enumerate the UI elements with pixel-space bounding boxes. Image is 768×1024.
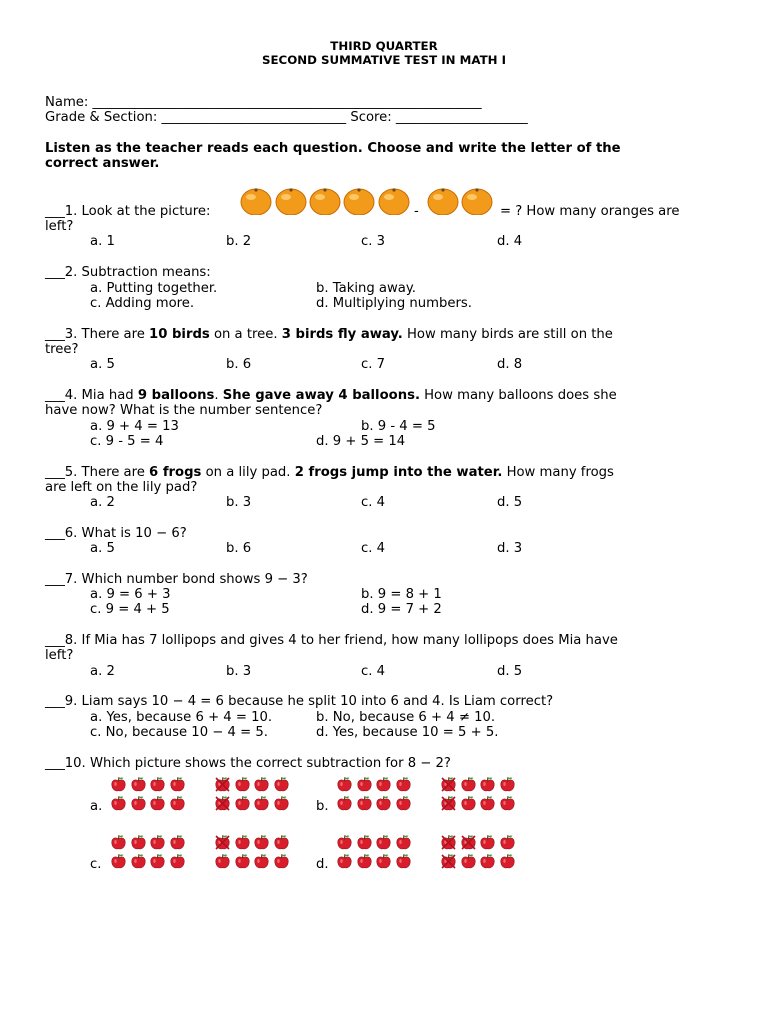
crossed-apple-icon (441, 776, 456, 792)
apple-icon (396, 795, 411, 811)
q6-choice-d: d. 3 (497, 541, 523, 556)
apple-icon (461, 776, 476, 792)
q3-choice-c: c. 7 (361, 357, 386, 372)
apple-icon (357, 795, 372, 811)
q2-choice-d: d. Multiplying numbers. (316, 296, 472, 311)
crossed-apple-icon (215, 776, 230, 792)
q8-choice-c: c. 4 (361, 664, 386, 679)
q3-choice-b: b. 6 (226, 357, 252, 372)
apple-icon (337, 853, 352, 869)
orange-icon (427, 186, 459, 215)
apple-icon (235, 834, 250, 850)
q4-line-2: have now? What is the number sentence? (45, 403, 323, 418)
apple-icon (480, 853, 495, 869)
q10-choice-d-label: d. (316, 857, 329, 872)
apple-icon (150, 853, 165, 869)
q2-choice-b: b. Taking away. (316, 281, 416, 296)
q5-text: ___5. There are 6 frogs on a lily pad. 2 frogs jump into the water. How many frogs (45, 465, 614, 480)
orange-icon (309, 186, 341, 215)
apple-icon (480, 776, 495, 792)
apple-icon (500, 834, 515, 850)
q10-choice-b-label: b. (316, 799, 329, 814)
q7-choice-a: a. 9 = 6 + 3 (90, 587, 171, 602)
apple-icon (170, 776, 185, 792)
q9-choice-c: c. No, because 10 − 4 = 5. (90, 725, 268, 740)
apple-icon (337, 795, 352, 811)
apple-icon (131, 776, 146, 792)
q9-text: ___9. Liam says 10 − 4 = 6 because he split 10 into 6 and 4. Is Liam correct? (45, 694, 554, 709)
q3-text: ___3. There are 10 birds on a tree. 3 birds fly away. How many birds are still on the (45, 327, 613, 342)
q1-prefix: ___1. Look at the picture: (45, 204, 211, 219)
orange-icon (378, 186, 410, 215)
q1-suffix: = ? How many oranges are (500, 204, 680, 219)
name-field: Name: ___________________________________________________________ (45, 95, 482, 110)
apple-icon (131, 834, 146, 850)
q1-choice-c: c. 3 (361, 234, 386, 249)
q9-choice-b: b. No, because 6 + 4 ≠ 10. (316, 710, 496, 725)
q6-text: ___6. What is 10 − 6? (45, 526, 187, 541)
instructions-line-2: correct answer. (45, 156, 160, 171)
apple-icon (396, 853, 411, 869)
apple-icon (274, 853, 289, 869)
apple-icon (461, 853, 476, 869)
q8-choice-d: d. 5 (497, 664, 523, 679)
orange-icon (461, 186, 493, 215)
apple-icon (170, 834, 185, 850)
apple-icon (480, 834, 495, 850)
q2-choice-c: c. Adding more. (90, 296, 195, 311)
q9-choice-a: a. Yes, because 6 + 4 = 10. (90, 710, 273, 725)
q4-choice-d: d. 9 + 5 = 14 (316, 434, 406, 449)
apple-icon (150, 834, 165, 850)
q1-choice-d: d. 4 (497, 234, 523, 249)
grade-section-score-field: Grade & Section: ____________________________ Score: ____________________ (45, 110, 528, 125)
apple-icon (254, 776, 269, 792)
apple-icon (357, 834, 372, 850)
apple-icon (111, 834, 126, 850)
apple-icon (254, 795, 269, 811)
apple-icon (254, 834, 269, 850)
apple-icon (376, 834, 391, 850)
crossed-apple-icon (441, 795, 456, 811)
apple-icon (111, 853, 126, 869)
apple-icon (337, 834, 352, 850)
apple-icon (111, 776, 126, 792)
apple-icon (337, 776, 352, 792)
q8-line-2: left? (45, 648, 74, 663)
apple-icon (235, 795, 250, 811)
apple-icon (376, 853, 391, 869)
apple-icon (131, 853, 146, 869)
q4-choice-a: a. 9 + 4 = 13 (90, 419, 179, 434)
q2-text: ___2. Subtraction means: (45, 265, 211, 280)
apple-icon (376, 795, 391, 811)
apple-icon (357, 776, 372, 792)
apple-icon (500, 795, 515, 811)
apple-icon (396, 776, 411, 792)
q1-line-2: left? (45, 219, 74, 234)
q4-text: ___4. Mia had 9 balloons. She gave away 4 balloons. How many balloons does she (45, 388, 617, 403)
apple-icon (274, 795, 289, 811)
q7-choice-c: c. 9 = 4 + 5 (90, 602, 170, 617)
q1-choice-b: b. 2 (226, 234, 252, 249)
q9-choice-d: d. Yes, because 10 = 5 + 5. (316, 725, 499, 740)
apple-icon (274, 776, 289, 792)
crossed-apple-icon (441, 834, 456, 850)
apple-icon (150, 795, 165, 811)
q5-choice-a: a. 2 (90, 495, 115, 510)
q5-choice-c: c. 4 (361, 495, 386, 510)
q4-choice-b: b. 9 - 4 = 5 (361, 419, 436, 434)
apple-icon (170, 853, 185, 869)
q3-choice-d: d. 8 (497, 357, 523, 372)
q6-choice-a: a. 5 (90, 541, 115, 556)
q1-minus: - (414, 204, 419, 219)
q6-choice-c: c. 4 (361, 541, 386, 556)
apple-icon (235, 853, 250, 869)
q8-choice-b: b. 3 (226, 664, 252, 679)
q7-choice-b: b. 9 = 8 + 1 (361, 587, 442, 602)
apple-icon (215, 853, 230, 869)
q3-line-2: tree? (45, 342, 79, 357)
apple-icon (254, 853, 269, 869)
q10-text: ___10. Which picture shows the correct subtraction for 8 − 2? (45, 756, 451, 771)
q6-choice-b: b. 6 (226, 541, 252, 556)
apple-icon (461, 795, 476, 811)
apple-icon (150, 776, 165, 792)
header-line-2: SECOND SUMMATIVE TEST IN MATH I (261, 53, 506, 67)
q5-choice-b: b. 3 (226, 495, 252, 510)
q5-line-2: are left on the lily pad? (45, 480, 198, 495)
q3-choice-a: a. 5 (90, 357, 115, 372)
apple-icon (500, 776, 515, 792)
q7-text: ___7. Which number bond shows 9 − 3? (45, 572, 308, 587)
q4-choice-c: c. 9 - 5 = 4 (90, 434, 164, 449)
crossed-apple-icon (441, 853, 456, 869)
apple-icon (376, 776, 391, 792)
crossed-apple-icon (215, 795, 230, 811)
apple-icon (274, 834, 289, 850)
q8-text: ___8. If Mia has 7 lollipops and gives 4 to her friend, how many lollipops does Mia have (45, 633, 618, 648)
q10-choice-a-label: a. (90, 799, 103, 814)
q1-choice-a: a. 1 (90, 234, 115, 249)
crossed-apple-icon (215, 834, 230, 850)
apple-icon (500, 853, 515, 869)
orange-icon (240, 186, 272, 215)
crossed-apple-icon (461, 834, 476, 850)
apple-icon (357, 853, 372, 869)
apple-icon (235, 776, 250, 792)
q5-choice-d: d. 5 (497, 495, 523, 510)
apple-icon (111, 795, 126, 811)
apple-icon (480, 795, 495, 811)
header-line-1: THIRD QUARTER (330, 39, 438, 53)
q8-choice-a: a. 2 (90, 664, 115, 679)
orange-icon (275, 186, 307, 215)
q2-choice-a: a. Putting together. (90, 281, 218, 296)
q7-choice-d: d. 9 = 7 + 2 (361, 602, 442, 617)
apple-icon (131, 795, 146, 811)
apple-icon (396, 834, 411, 850)
q10-choice-c-label: c. (90, 857, 102, 872)
orange-icon (343, 186, 375, 215)
instructions-line-1: Listen as the teacher reads each question. Choose and write the letter of the (45, 141, 621, 156)
apple-icon (170, 795, 185, 811)
